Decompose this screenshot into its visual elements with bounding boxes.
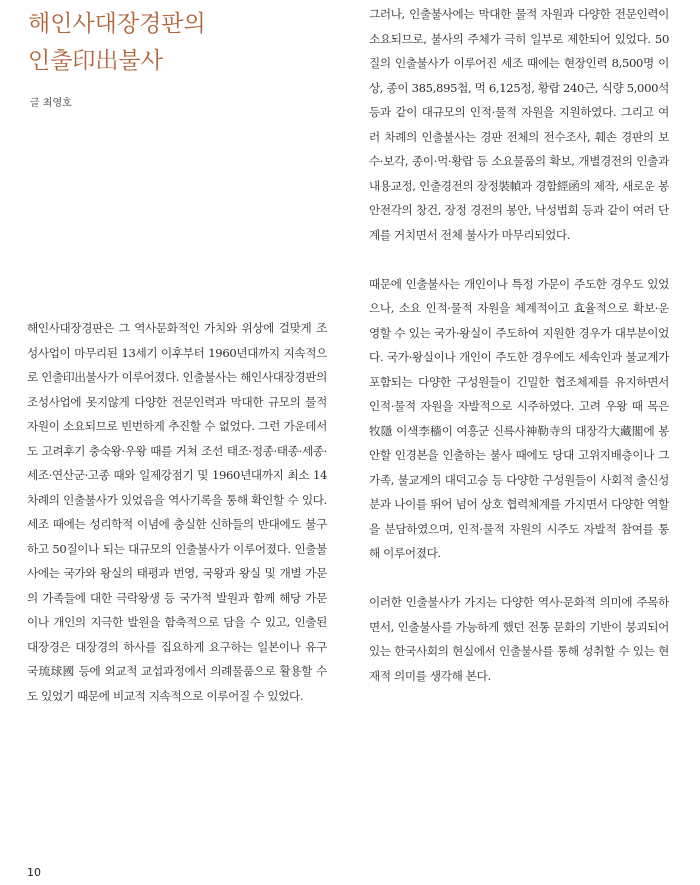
body-paragraph: 그러나, 인출불사에는 막대한 물적 자원과 다양한 전문인력이 소요되므로, 불사의 주체가 극히 일부로 제한되어 있었다. 50질의 인출불사가 이루어진 세조 때에는 현장인력 8,500명 이상, 종이 385,895첩, 먹 6,125정, 황랍 240근, 식량 5,000석 등과 같이 대규모의 인적·물적 자원을 지원하였다. 그리고 여러 차례의 인출불사는 경판 전체의 전수조사, 훼손 경판의 보수·보각, 종이·먹·황랍 등 소요물품의 확보, 개별경전의 인출과 내용교정, 인출경전의 장정裝幀과 경함經函의 제작, 새로운 봉안전각의 창건, 장정 경전의 봉안, 낙성법회 등과 같이 여러 단계를 거치면서 전체 불사가 마무리되었다. (369, 7, 669, 242)
body-paragraph: 이러한 인출불사가 가지는 다양한 역사·문화적 의미에 주목하면서, 인출불사를 가능하게 했던 전통 문화의 기반이 붕괴되어 있는 한국사회의 현실에서 인출불사를 통해 성취할 수 있는 현재적 의미를 생각해 본다. (369, 595, 669, 683)
title-line-1: 해인사대장경판의 (28, 11, 206, 37)
title-line-2: 인출印出불사 (28, 48, 163, 74)
left-text-column (27, 316, 327, 708)
body-paragraph: 해인사대장경판은 그 역사문화적인 가치와 위상에 걸맞게 조성사업이 마무리된 13세기 이후부터 1960년대까지 지속적으로 인출印出불사가 이루어졌다. 인출불사는 해인사대장경판의 조성사업에 못지않게 다양한 전문인력과 막대한 규모의 물적 자원이 소요되므로 빈번하게 추진할 수 없었다. 그런 가운데서도 고려후기 충숙왕·우왕 때를 거쳐 조선 태조·정종·태종·세종·세조·연산군·고종 때와 일제강점기 및 1960년대까지 최소 14차례의 인출불사가 있었음을 역사기록을 통해 확인할 수 있다. 세조 때에는 성리학적 이념에 충실한 신하들의 반대에도 불구하고 50질이나 되는 대규모의 인출불사가 이루어졌다. 인출불사에는 국가와 왕실의 태평과 번영, 국왕과 왕실 및 개별 가문의 가족들에 대한 극락왕생 등 국가적 발원과 함께 해당 가문이나 개인의 지극한 발원을 함축적으로 담을 수 있고, 인출된 대장경은 대장경의 하사를 집요하게 요구하는 일본이나 유구국琉球國 등에 외교적 교섭과정에서 의례물품으로 활용할 수도 있었기 때문에 비교적 지속적으로 이루어질 수 있었다. (27, 321, 327, 703)
right-text-column (369, 2, 669, 688)
article-title (28, 6, 206, 80)
author-byline: 글 최영호 (30, 98, 72, 109)
body-paragraph: 때문에 인출불사는 개인이나 특정 가문이 주도한 경우도 있었으나, 소요 인적·물적 자원을 체계적이고 효율적으로 확보·운영할 수 있는 국가·왕실이 주도하여 지원한 경우가 대부분이었다. 국가·왕실이나 개인이 주도한 경우에도 세속인과 불교계가 포함되는 다양한 구성원들이 긴밀한 협조체제를 유지하면서 인적·물적 자원을 자발적으로 시주하였다. 고려 우왕 때 목은牧隱 이색李穡이 여흥군 신륵사神勒寺의 대장각大藏閣에 봉안할 인경본을 인출하는 불사 때에도 당대 고위지배층이나 그 가족, 불교계의 대덕고승 등 다양한 구성원들이 사회적 출신성분과 나이를 뛰어 넘어 상호 협력체계를 가지면서 다양한 역할을 분담하였으며, 인적·물적 자원의 시주도 자발적 참여를 통해 이루어졌다. (369, 276, 669, 560)
page-number: 10 (27, 866, 41, 879)
